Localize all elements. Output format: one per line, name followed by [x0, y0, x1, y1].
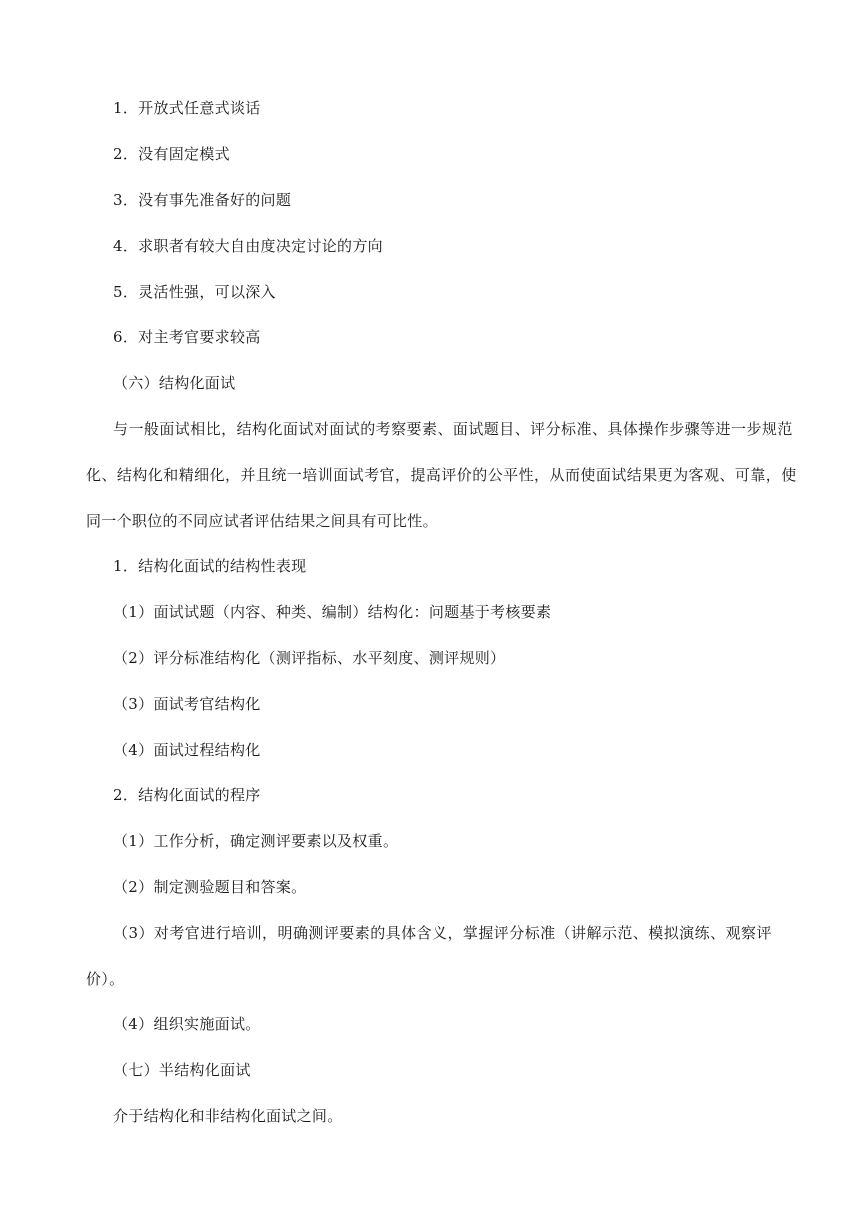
paragraph-line-3: 同一个职位的不同应试者评估结果之间具有可比性。 — [86, 512, 438, 530]
list-item-process-structured: （4）面试过程结构化 — [113, 741, 261, 759]
list-item-high-demand-examiner: 6．对主考官要求较高 — [113, 328, 261, 346]
list-item-open-talk: 1．开放式任意式谈话 — [113, 99, 261, 117]
paragraph-line-2: 化、结构化和精细化，并且统一培训面试考官，提高评价的公平性，从而使面试结果更为客观、可靠，使 — [86, 466, 797, 484]
paragraph-line-1: 与一般面试相比，结构化面试对面试的考察要素、面试题目、评分标准、具体操作步骤等进一步规范 — [113, 420, 793, 438]
list-item-train-examiners-continued: 价）。 — [86, 970, 125, 988]
subheading-procedure: 2．结构化面试的程序 — [113, 786, 261, 804]
list-item-job-analysis: （1）工作分析，确定测评要素以及权重。 — [113, 832, 399, 850]
list-item-conduct-interview: （4）组织实施面试。 — [113, 1015, 261, 1033]
section-heading-semi-structured: （七）半结构化面试 — [113, 1061, 251, 1079]
list-item-train-examiners: （3）对考官进行培训，明确测评要素的具体含义，掌握评分标准（讲解示范、模拟演练、观察评 — [113, 924, 772, 942]
list-item-examiner-structured: （3）面试考官结构化 — [113, 695, 261, 713]
section-heading-structured-interview: （六）结构化面试 — [113, 374, 236, 392]
list-item-questions-answers: （2）制定测验题目和答案。 — [113, 878, 307, 896]
list-item-flexible: 5．灵活性强，可以深入 — [113, 283, 276, 301]
list-item-questions-structured: （1）面试试题（内容、种类、编制）结构化：问题基于考核要素 — [113, 603, 552, 621]
list-item-no-fixed-mode: 2．没有固定模式 — [113, 145, 230, 163]
list-item-scoring-structured: （2）评分标准结构化（测评指标、水平刻度、测评规则） — [113, 649, 506, 667]
paragraph-semi-structured: 介于结构化和非结构化面试之间。 — [113, 1107, 343, 1125]
list-item-no-prepared-questions: 3．没有事先准备好的问题 — [113, 191, 292, 209]
subheading-structural-features: 1．结构化面试的结构性表现 — [113, 557, 307, 575]
list-item-candidate-freedom: 4．求职者有较大自由度决定讨论的方向 — [113, 237, 383, 255]
